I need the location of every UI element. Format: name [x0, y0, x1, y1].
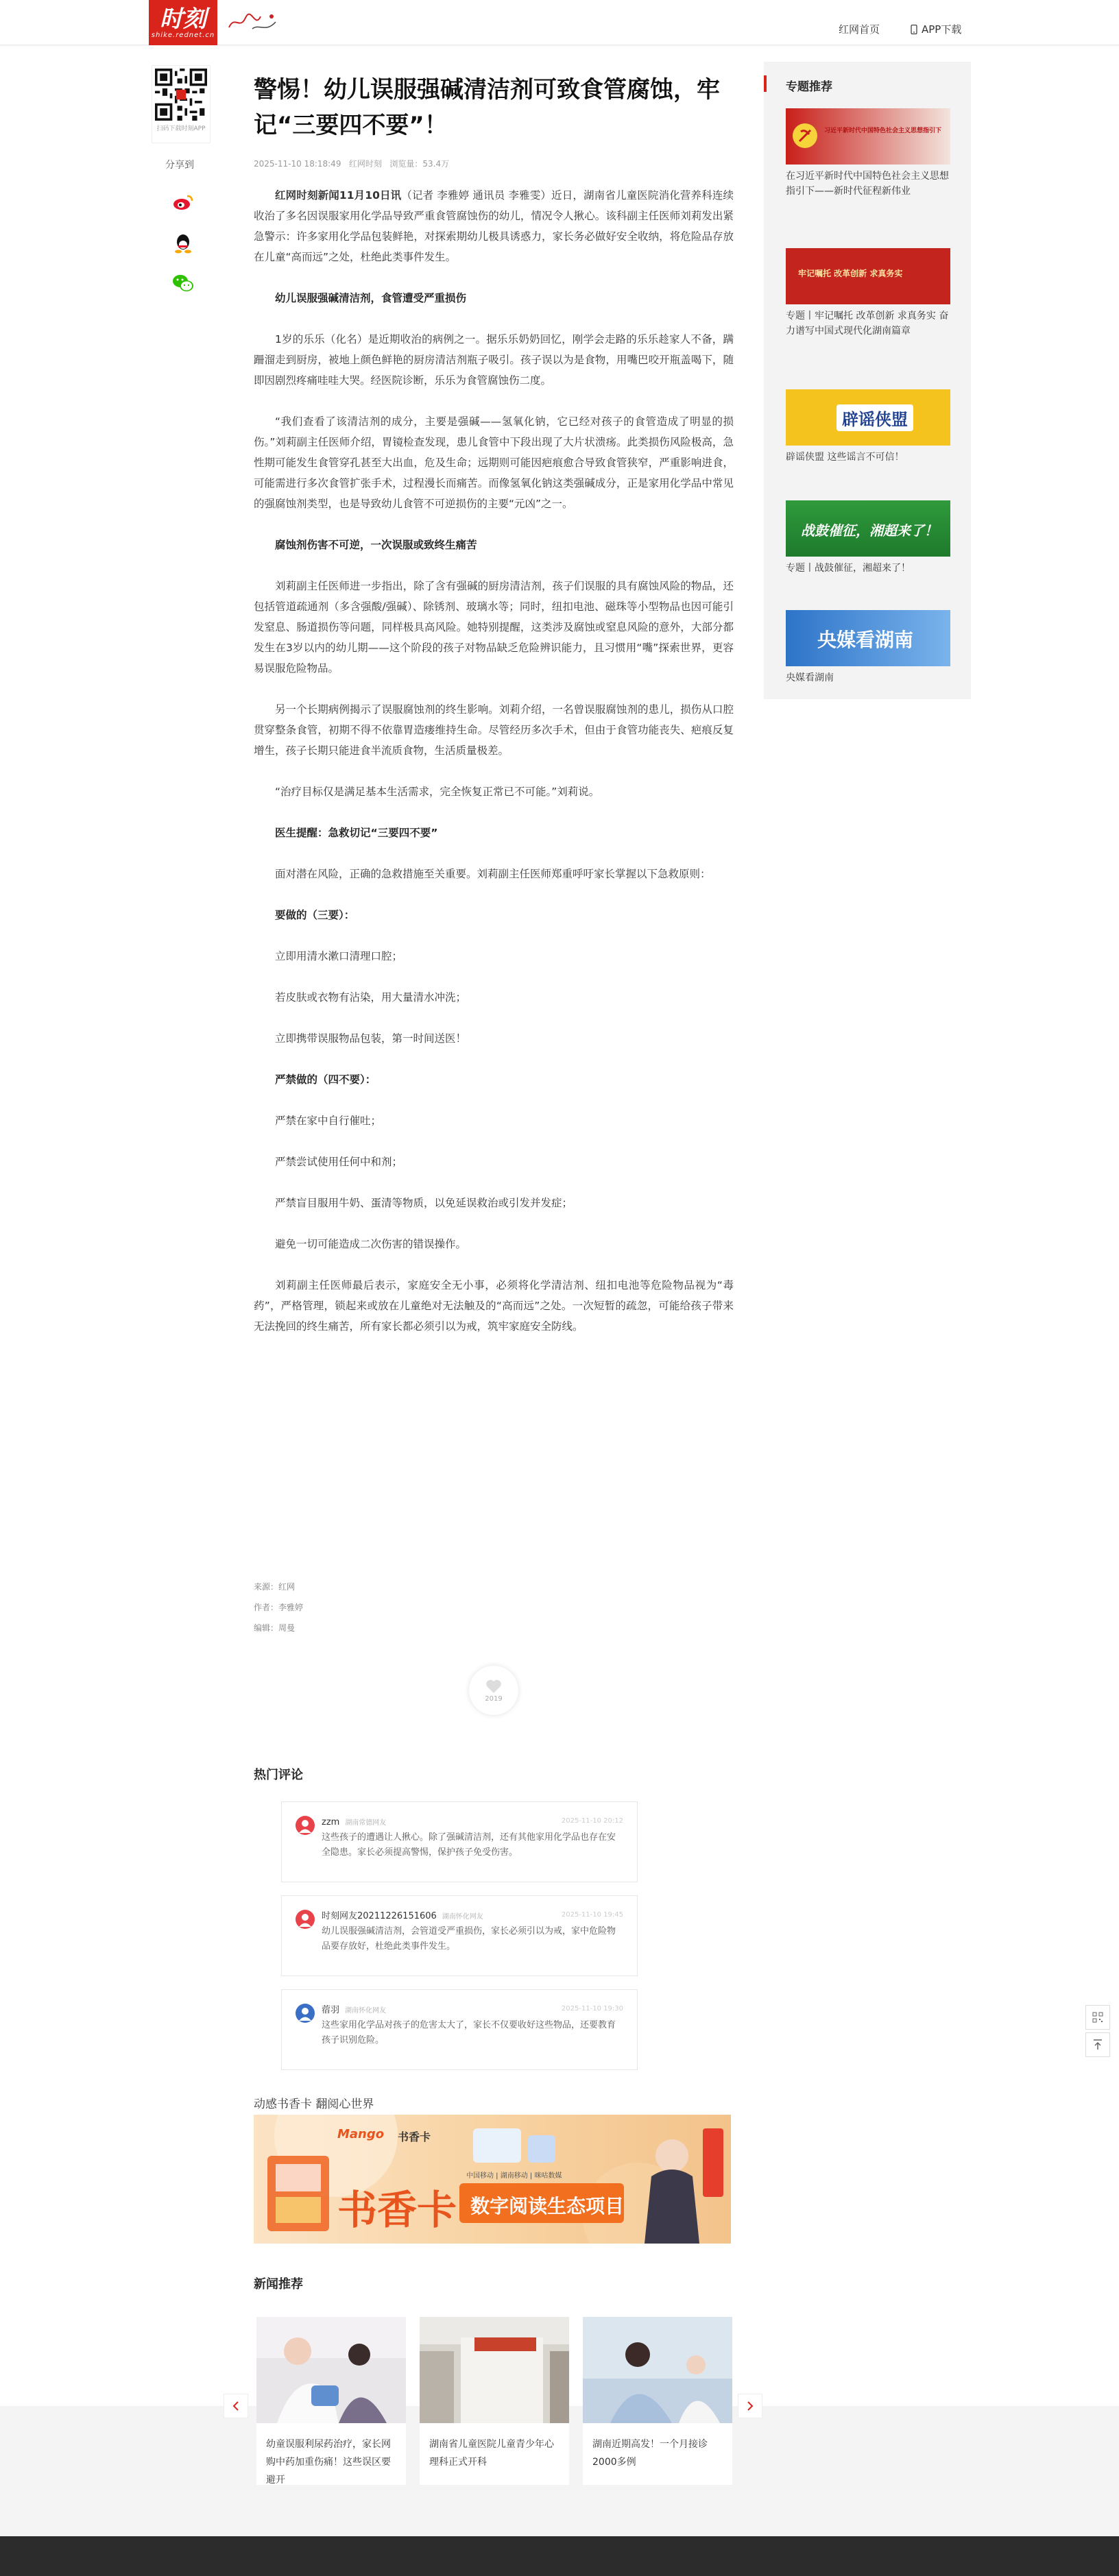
comment-time: 2025-11-10 20:12 [561, 1817, 623, 1825]
sidebar-topic[interactable] [786, 610, 950, 685]
topic-sidebar [764, 62, 971, 699]
news-title: 湖南省儿童医院儿童青少年心理科正式开科 [429, 2439, 554, 2468]
topic-title: 专题丨牢记嘱托 改革创新 求真务实 奋力谱写中国式现代化湖南篇章 [786, 311, 949, 337]
qr-float-button[interactable] [1085, 2005, 1110, 2030]
carousel-next-button[interactable] [738, 2394, 762, 2418]
comments-title: 热门评论 [254, 1768, 303, 1782]
topic-banner [786, 500, 950, 557]
comment-text: 这些家用化学品对孩子的危害太大了，家长不仅要收好这些物品，还要教育孩子识别危险。 [322, 2020, 616, 2045]
section-heading: 幼儿误服强碱清洁剂，食管遭受严重损伤 [275, 292, 467, 304]
topic-banner [786, 610, 950, 666]
qq-icon [174, 233, 192, 254]
party-emblem-icon [791, 122, 819, 149]
article-meta [254, 158, 449, 169]
sidebar-topic[interactable] [786, 248, 950, 339]
list-item: 严禁在家中自行催吐； [275, 1115, 382, 1127]
topic-title: 辟谣侠盟 这些谣言不可信！ [786, 452, 904, 463]
comment-location: 湖南怀化网友 [442, 1913, 483, 1921]
news-thumbnail [256, 2317, 406, 2423]
qr-small-icon [1092, 2012, 1103, 2023]
nav-app-label: APP下载 [922, 23, 962, 36]
comment-time: 2025-11-10 19:30 [561, 2005, 623, 2013]
comment-author: 时刻网友20211226151606 [322, 1911, 437, 1921]
article-body [254, 185, 734, 1337]
lead-dateline: 红网时刻新闻11月10日讯 [275, 189, 402, 202]
list-item: 严禁尝试使用任何中和剂； [275, 1156, 403, 1168]
promo-caption: 动感书香卡 翻阅心世界 [254, 2098, 374, 2111]
topic-banner [786, 248, 950, 304]
article-views: 浏览量：53.4万 [389, 159, 450, 169]
paragraph: 刘莉副主任医师最后表示，家庭安全无小事，必须将化学清洁剂、纽扣电池等危险物品视为“毒药”，严格管理，锁起来或放在儿童绝对无法触及的“高而远”之处。一次短暂的疏忽，可能给孩子带来无法挽回的终生痛苦，所有家长都必须引以为戒，筑牢家庭安全防线。 [254, 1279, 734, 1333]
news-card[interactable] [420, 2317, 569, 2485]
topic-banner-text: 战鼓催征，湘超来了！ [801, 522, 938, 539]
sidebar-topic[interactable] [786, 389, 950, 465]
like-count: 2019 [485, 1694, 503, 1703]
page-footer [0, 2536, 1119, 2576]
comment-item [281, 1801, 638, 1882]
topic-banner-text: 央媒看湖南 [817, 629, 914, 651]
section-heading: 医生提醒：急救切记“三要四不要” [275, 827, 438, 839]
paragraph: 刘莉副主任医师进一步指出，除了含有强碱的厨房清洁剂，孩子们误服的具有腐蚀风险的物品，还包括管道疏通剂（多含强酸/强碱）、除锈剂、玻璃水等；同时，纽扣电池、磁珠等小型物品也因可能引发窒息、肠道损伤等问题，同样极具高风险。她特别提醒，这类涉及腐蚀或窒息风险的意外，大部分都发生在3岁以内的幼儿期——这个阶段的孩子对物品缺乏危险辨识能力，且习惯用“嘴”探索世界，更容易误服危险物品。 [254, 580, 734, 675]
site-logo[interactable] [149, 0, 217, 45]
chevron-right-icon [746, 2401, 754, 2411]
topic-banner-text: 牢记嘱托 改革创新 求真务实 [798, 269, 903, 278]
avatar [296, 2004, 315, 2023]
list-heading: 要做的（三要）： [275, 909, 355, 921]
promo-partners: 中国移动 | 湖南移动 | 咪咕数媒 [466, 2172, 562, 2180]
comment-text: 幼儿误服强碱清洁剂，会管道受严重损伤，家长必须引以为戒，家中危险物品要存放好，杜绝此类事件发生。 [322, 1926, 616, 1952]
section-heading: 腐蚀剂伤害不可逆，一次误服或致终生痛苦 [275, 539, 477, 551]
back-to-top-button[interactable] [1085, 2032, 1110, 2057]
wechat-icon [172, 274, 194, 293]
paragraph: “我们查看了该清洁剂的成分，主要是强碱——氢氧化钠，它已经对孩子的食管造成了明显的损伤。”刘莉副主任医师介绍，胃镜检查发现，患儿食管中下段出现了大片状溃疡。此类损伤风险极高，急性期可能发生食管穿孔甚至大出血，危及生命；远期则可能因疤痕愈合导致食管狭窄，严重影响进食，可能需进行多次食管扩张手术，过程漫长而痛苦。而像氢氧化钠这类强碱成分，正是家用化学品中常见的强腐蚀剂类型，也是导致幼儿食管不可逆损伤的主要“元凶”之一。 [254, 415, 734, 510]
comment-author: 蓿羽 [322, 2005, 340, 2015]
nav-app-download[interactable] [911, 22, 961, 36]
promo-banner[interactable] [254, 2115, 731, 2244]
news-section-title: 新闻推荐 [254, 2277, 303, 2292]
avatar [296, 1910, 315, 1929]
comment-text: 这些孩子的遭遇让人揪心。除了强碱清洁剂，还有其他家用化学品也存在安全隐患。家长必须提高警惕，保护孩子免受伤害。 [322, 1832, 616, 1858]
paragraph: 1岁的乐乐（化名）是近期收治的病例之一。据乐乐奶奶回忆，刚学会走路的乐乐趁家人不备，蹒跚溜走到厨房，被地上颜色鲜艳的厨房清洁剂瓶子吸引。孩子误以为是食物，用嘴巴咬开瓶盖喝下，随即因剧烈疼痛哇哇大哭。经医院诊断，乐乐为食管腐蚀伤二度。 [254, 333, 734, 387]
topic-title: 专题丨战鼓催征，湘超来了！ [786, 563, 911, 574]
article-credits [254, 1577, 303, 1638]
carousel-prev-button[interactable] [224, 2394, 248, 2418]
comment-author: zzm [322, 1817, 340, 1827]
list-item: 立即携带误服物品包装，第一时间送医！ [275, 1032, 467, 1045]
arrow-up-icon [1093, 2039, 1103, 2050]
sidebar-topic[interactable] [786, 108, 950, 199]
topic-banner [786, 389, 950, 446]
like-button[interactable] [469, 1666, 518, 1715]
app-qr-code [152, 65, 210, 143]
heart-icon [485, 1679, 502, 1694]
qr-code-icon [155, 69, 207, 121]
list-item: 立即用清水漱口清理口腔； [275, 950, 403, 962]
list-item: 严禁盲目服用牛奶、蛋清等物质，以免延误救治或引发并发症； [275, 1197, 573, 1209]
weibo-icon [172, 193, 194, 211]
news-card[interactable] [256, 2317, 406, 2485]
sidebar-title: 专题推荐 [786, 80, 832, 94]
phone-icon [911, 25, 917, 34]
paragraph: 另一个长期病例揭示了误服腐蚀剂的终生影响。刘莉介绍，一名曾误服腐蚀剂的患儿，损伤从口腔贯穿整条食管，初期不得不依靠胃造瘘维持生命。尽管经历多次手术，但由于食管功能丧失、疤痕反复增生，孩子长期只能进食半流质食物，生活质量极差。 [254, 703, 734, 757]
article-lead [254, 185, 734, 267]
sidebar-topic[interactable] [786, 500, 950, 576]
comment-item [281, 1989, 638, 2070]
nav-home-link[interactable]: 红网首页 [839, 23, 880, 36]
topic-banner-text: 习近平新时代中国特色社会主义思想指引下 [824, 127, 942, 134]
comment-location: 湖南怀化网友 [345, 2007, 387, 2015]
topic-banner [786, 108, 950, 165]
topic-banner-text: 辟谣侠盟 [837, 404, 913, 431]
top-navigation-bar [0, 0, 1119, 45]
qq-share-button[interactable] [169, 230, 197, 257]
paragraph: “治疗目标仅是满足基本生活需求，完全恢复正常已不可能。”刘莉说。 [275, 786, 600, 798]
qr-caption: 扫码下载时刻APP [156, 125, 206, 132]
logo-text: 时刻 [160, 5, 206, 33]
list-heading: 严禁做的（四不要）： [275, 1073, 376, 1086]
news-title: 湖南近期高发！一个月接诊2000多例 [592, 2439, 708, 2468]
comment-location: 湖南常德网友 [345, 1819, 387, 1827]
share-label: 分享到 [165, 160, 194, 171]
avatar [296, 1816, 315, 1835]
credit-source: 来源：红网 [254, 1582, 296, 1592]
news-thumbnail [583, 2317, 732, 2423]
logo-subtext: shike.rednet.cn [151, 31, 215, 39]
weibo-share-button[interactable] [169, 189, 197, 216]
promo-card-subtitle: 数字阅读生态项目 [470, 2195, 625, 2217]
chevron-left-icon [232, 2401, 240, 2411]
wechat-share-button[interactable] [169, 269, 197, 297]
paragraph: 面对潜在风险，正确的急救措施至关重要。刘莉副主任医师郑重呼吁家长掌握以下急救原则： [275, 868, 711, 880]
promo-brand-b: 书香卡 [398, 2130, 431, 2143]
credit-author: 作者：李雅婷 [254, 1603, 304, 1612]
news-thumbnail [420, 2317, 569, 2423]
topic-title: 央媒看湖南 [786, 672, 834, 683]
news-title: 幼童误服利尿药治疗，家长网购中药加重伤痛！这些误区要避开 [266, 2439, 391, 2486]
article-source: 红网时刻 [348, 159, 382, 169]
promo-card-title: 书香卡 [337, 2187, 457, 2233]
article-title: 警惕！幼儿误服强碱清洁剂可致食管腐蚀，牢记“三要四不要”！ [254, 76, 720, 139]
sidebar-accent [764, 75, 767, 92]
promo-brand-a: Mango [337, 2127, 385, 2141]
topic-title: 在习近平新时代中国特色社会主义思想指引下——新时代征程新伟业 [786, 171, 949, 197]
article-date: 2025-11-10 18:18:49 [254, 159, 341, 169]
list-item: 避免一切可能造成二次伤害的错误操作。 [275, 1238, 467, 1250]
credit-editor: 编辑：周曼 [254, 1623, 296, 1633]
list-item: 若皮肤或衣物有沾染，用大量清水冲洗； [275, 991, 467, 1004]
lead-text: （记者 李雅婷 通讯员 李雅雯）近日，湖南省儿童医院消化营养科连续收治了多名因误服家用化学品导致严重食管腐蚀伤的幼儿，情况令人揪心。该科副主任医师刘莉发出紧急警示：许多家用化学品包装鲜艳，对探索期幼儿极具诱惑力，家长务必做好安全收纳，将危险品存放在儿童“高而远”之处，杜绝此类事件发生。 [254, 189, 734, 263]
comment-item [281, 1895, 638, 1976]
news-card[interactable] [583, 2317, 732, 2485]
comment-time: 2025-11-10 19:45 [561, 1911, 623, 1919]
calligraphy-logo [225, 10, 280, 36]
